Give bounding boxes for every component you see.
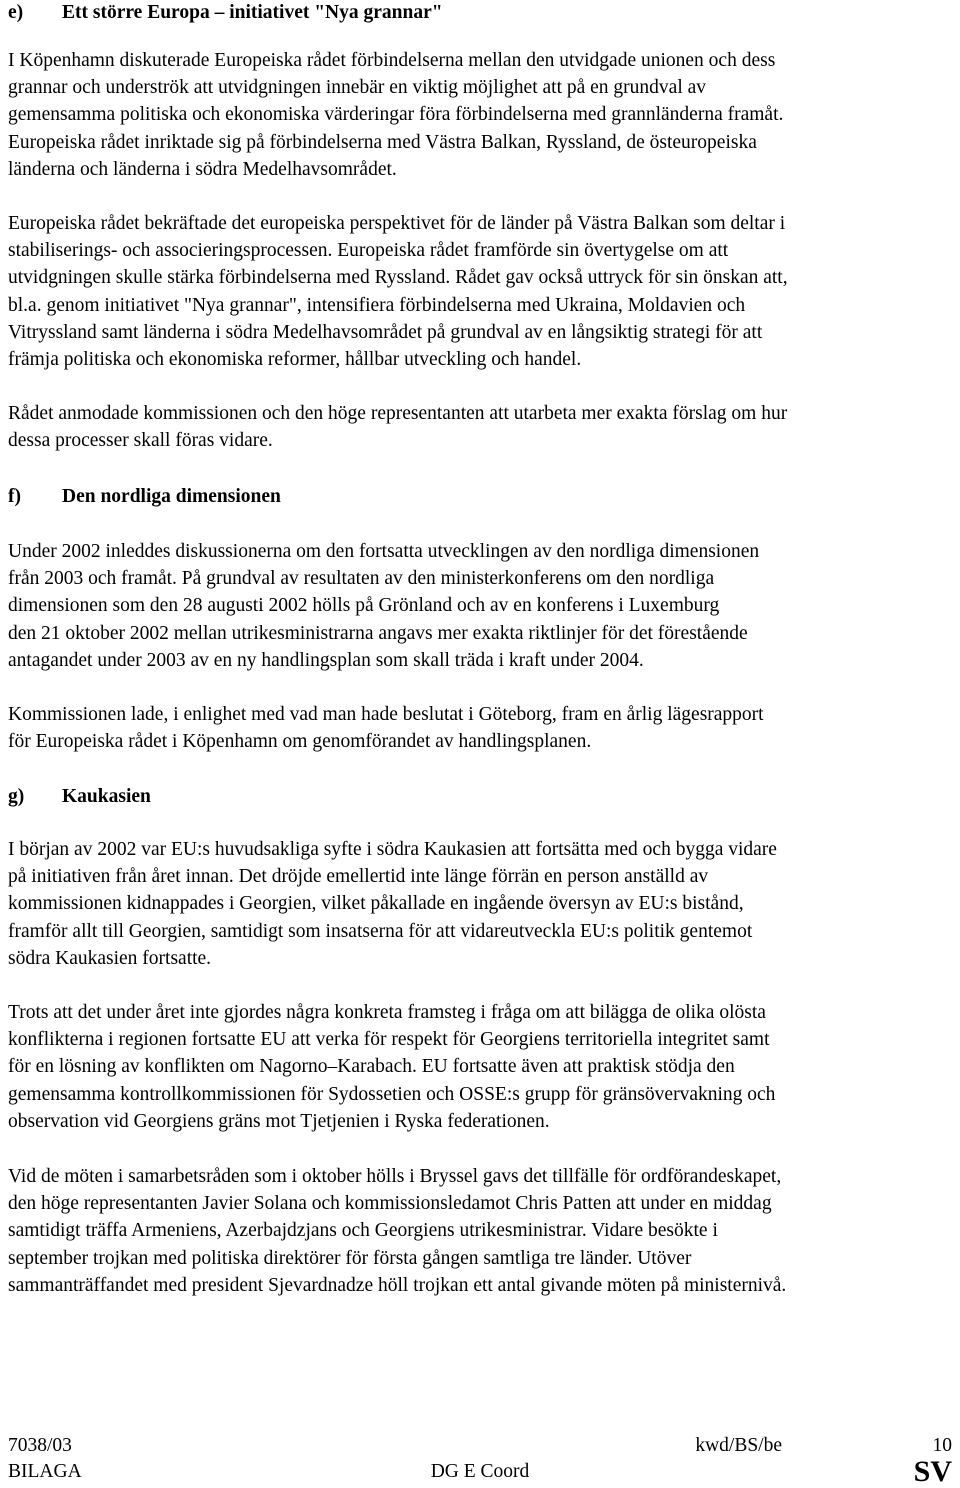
section-letter: e) [8,2,24,23]
text-line: framför allt till Georgien, samtidigt som insatserna för att vidareutveckla EU:s politik gentemot [8,920,753,942]
text-line: bl.a. genom initiativet "Nya grannar", intensifiera förbindelserna med Ukraina, Moldavien och [8,294,746,316]
section-letter: g) [8,786,25,807]
text-line: Rådet anmodade kommissionen och den höge representanten att utarbeta mer exakta förslag om hur [8,403,788,424]
text-line: samtidigt träffa Armeniens, Azerbajdzjans och Georgiens utrikesministrar. Vidare besökte i [8,1220,718,1242]
text-line: länderna och länderna i södra Medelhavsområdet. [8,158,397,180]
paragraph [8,1163,952,1299]
language-code: SV [913,1455,952,1488]
text-line: I början av 2002 var EU:s huvudsakliga syfte i södra Kaukasien att fortsätta med och bygga vidare [8,839,777,860]
text-line: främja politiska och ekonomiska reformer, hållbar utveckling och handel. [8,349,582,371]
text-line: I Köpenhamn diskuterade Europeiska rådet förbindelserna mellan den utvidgade unionen och dess [8,50,776,71]
text-line: Europeiska rådet inriktade sig på förbindelserna med Västra Balkan, Ryssland, de östeuropeiska [8,131,757,153]
text-line: Vitryssland samt länderna i södra Medelhavsområdet på grundval av en långsiktig strategi för att [8,321,763,343]
footer-row-1 [8,1432,952,1460]
paragraph [8,701,952,755]
text-line: gemensamma politiska och ekonomiska värderingar föra förbindelserna med grannländerna framåt. [8,104,784,126]
author-initials: kwd/BS/be [695,1435,782,1456]
annex-label: BILAGA [8,1461,82,1482]
section-heading-e [8,0,443,26]
section-heading-f [8,483,281,510]
section-letter: f) [8,486,21,507]
section-title: Den nordliga dimensionen [62,486,281,507]
page-number: 10 [932,1435,952,1456]
text-line: den höge representanten Javier Solana och kommissionsledamot Chris Patten att under en middag [8,1193,772,1215]
paragraph [8,538,952,674]
paragraph [8,400,952,454]
text-line: sammanträffandet med president Sjevardnadze höll trojkan ett antal givande möten på ministernivå. [8,1274,787,1296]
paragraph [8,47,952,183]
text-line: september trojkan med politiska direktörer för första gången samtliga tre länder. Utöver [8,1247,692,1269]
text-line: Vid de möten i samarbetsråden som i oktober hölls i Bryssel gavs det tillfälle för ordförandeskapet, [8,1166,782,1187]
text-line: konflikterna i regionen fortsatte EU att verka för respekt för Georgiens territoriella integritet samt [8,1029,770,1051]
directorate-label: DG E Coord [430,1461,530,1482]
text-line: den 21 oktober 2002 mellan utrikesministrarna angavs mer exakta riktlinjer för det förestående [8,622,748,644]
text-line: dimensionen som den 28 augusti 2002 hölls på Grönland och av en konferens i Luxemburg [8,595,720,617]
text-line: från 2003 och framåt. På grundval av resultaten av den ministerkonferens om den nordliga [8,568,715,590]
doc-number: 7038/03 [8,1435,72,1456]
text-line: Under 2002 inleddes diskussionerna om den fortsatta utvecklingen av den nordliga dimensionen [8,541,760,562]
text-line: Kommissionen lade, i enlighet med vad man hade beslutat i Göteborg, fram en årlig lägesrapport [8,704,764,725]
text-line: gemensamma kontrollkommissionen för Sydossetien och OSSE:s grupp för gränsövervakning och [8,1083,776,1105]
text-line: antagandet under 2003 av en ny handlingsplan som skall träda i kraft under 2004. [8,649,644,671]
text-line: observation vid Georgiens gräns mot Tjetjenien i Ryska federationen. [8,1110,550,1132]
paragraph [8,999,952,1135]
paragraph [8,210,952,373]
text-line: utvidgningen skulle stärka förbindelserna med Ryssland. Rådet gav också uttryck för sin önskan att, [8,267,788,289]
text-line: för Europeiska rådet i Köpenhamn om genomförandet av handlingsplanen. [8,731,592,753]
section-title: Kaukasien [62,786,151,807]
text-line: grannar och underströk att utvidgningen innebär en viktig möjlighet att på en grundval av [8,77,707,99]
text-line: södra Kaukasien fortsatte. [8,947,212,969]
section-heading-g [8,783,151,810]
text-line: på initiativen från året innan. Det dröjde emellertid inte länge förrän en person anställd av [8,866,709,888]
text-line: kommissionen kidnappades i Georgien, vilket påkallade en ingående översyn av EU:s bistånd, [8,893,744,915]
text-line: Trots att det under året inte gjordes några konkreta framsteg i fråga om att bilägga de olika olösta [8,1002,766,1023]
paragraph [8,836,952,972]
footer-row-2 [8,1455,952,1488]
section-title: Ett större Europa – initiativet "Nya grannar" [62,2,443,23]
text-line: dessa processer skall föras vidare. [8,430,273,452]
text-line: för en lösning av konflikten om Nagorno–Karabach. EU fortsatte även att praktisk stödja den [8,1056,735,1078]
text-line: Europeiska rådet bekräftade det europeiska perspektivet för de länder på Västra Balkan som deltar i [8,213,786,234]
text-line: stabiliserings- och associeringsprocessen. Europeiska rådet framförde sin övertygelse om att [8,240,729,262]
